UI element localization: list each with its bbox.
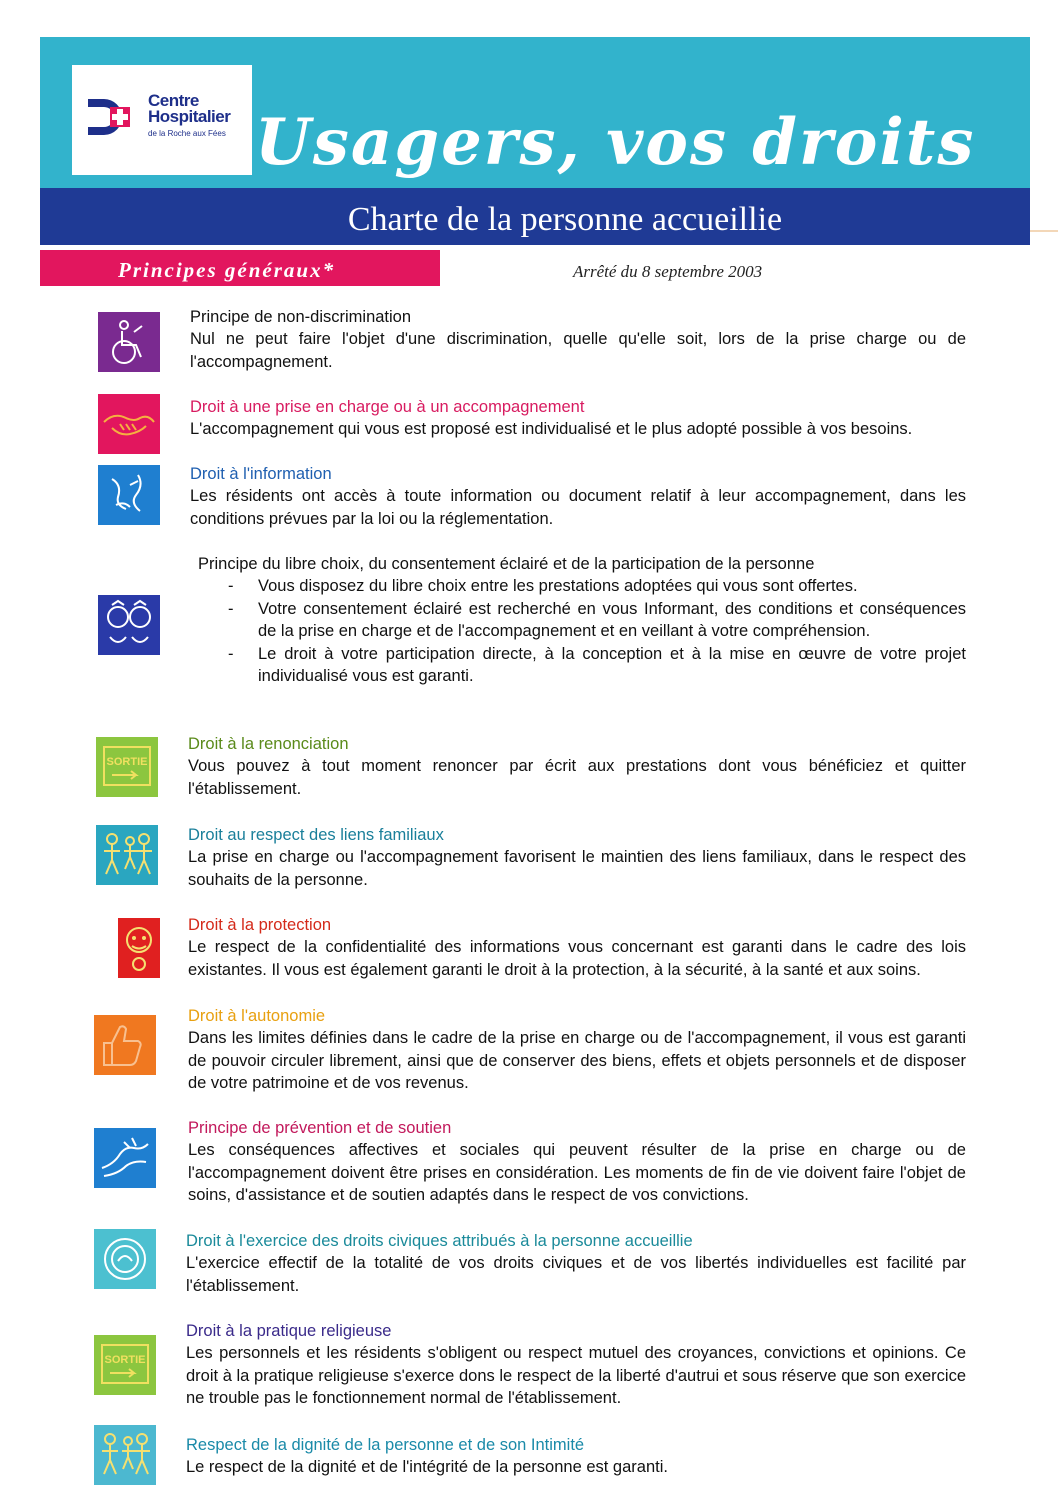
principle-bullets: [198, 575, 966, 688]
principle-body: Les conséquences affectives et sociales qui peuvent résulter de la prise en charge ou de l'accompagnement doivent être prises en considération. Les moments de fin de vie doivent faire l'objet de soins, d'assistance et de soutien adaptés dans le respect de vos convictions.: [188, 1141, 966, 1204]
principle-title: Principe de prévention et de soutien: [188, 1119, 452, 1137]
principle-body: Les personnels et les résidents s'obligent ou respect mutuel des croyances, convictions et opinions. Ce droit à la pratique religieuse s'exerce dons le respect de la liberté d'autrui et sous réserve que son exercice ne trouble pas le fonctionnement normal de l'établissement.: [186, 1344, 966, 1407]
principle-body: La prise en charge ou l'accompagnement favorisent le maintien des liens familiaux, dans le respect des souhaits de la personne.: [188, 848, 966, 889]
support-hands-icon: [94, 1128, 156, 1188]
principle-item: [190, 396, 966, 441]
logo-subtitle: de la Roche aux Fées: [148, 129, 226, 138]
bullet-dash: -: [228, 599, 234, 618]
principle-item: [190, 306, 966, 373]
principle-body: L'exercice effectif de la totalité de vos droits civiques et de vos libertés individuelles est facilité par l'établissement.: [186, 1254, 966, 1295]
bullet-item: [198, 598, 966, 643]
page-title: Usagers, vos droits: [255, 105, 976, 180]
principle-body: Vous pouvez à tout moment renoncer par écrit aux prestations dont vous bénéficiez et quitter l'établissement.: [188, 757, 966, 798]
principle-item: [198, 553, 966, 688]
family-icon: [96, 825, 158, 885]
civic-rights-icon: [94, 1229, 156, 1289]
thumbs-up-icon: [94, 1015, 156, 1075]
scan-edge-mark: [1030, 230, 1058, 232]
principle-title: Droit au respect des liens familiaux: [188, 826, 444, 844]
bullet-dash: -: [228, 644, 234, 663]
logo-line1: Centre: [148, 91, 199, 110]
principle-item: [188, 1005, 966, 1095]
principle-item: [186, 1434, 966, 1479]
principle-title: Respect de la dignité de la personne et de son Intimité: [186, 1436, 585, 1454]
principle-item: [188, 914, 966, 981]
principle-item: [188, 1117, 966, 1207]
bullet-text: Votre consentement éclairé est recherché en vous Informant, des conditions et conséquences de la prise en charge et de l'accompagnement et en veillant à votre compréhension.: [258, 599, 966, 640]
svg-text:SORTIE: SORTIE: [104, 1354, 146, 1366]
principle-title: Droit à la pratique religieuse: [186, 1322, 392, 1340]
section-band: [40, 250, 440, 286]
bullet-item: [198, 643, 966, 688]
sortie-sign-icon: [94, 1335, 156, 1395]
consent-faces-icon: [98, 595, 160, 655]
decree-date: Arrêté du 8 septembre 2003: [573, 262, 763, 281]
principle-body: Dans les limites définies dans le cadre de la prise en charge ou de l'accompagnement, il vous est garanti de pouvoir circuler librement, ainsi que de conserver des biens, effets et objets personnels et de disposer de votre patrimoine et de vos revenus.: [188, 1029, 966, 1092]
bullet-text: Vous disposez du libre choix entre les prestations adoptées qui vous sont offertes.: [258, 577, 858, 595]
information-icon: [98, 465, 160, 525]
principle-item: [186, 1320, 966, 1410]
principle-body: L'accompagnement qui vous est proposé est individualisé et le plus adopté possible à vos besoins.: [190, 420, 913, 438]
family-icon: [94, 1425, 156, 1485]
handshake-icon: [98, 394, 160, 454]
principle-title: Principe du libre choix, du consentement éclairé et de la participation de la personne: [198, 555, 815, 573]
hospital-logo-icon: [84, 93, 134, 143]
principle-title: Droit à l'autonomie: [188, 1007, 326, 1025]
svg-text:SORTIE: SORTIE: [106, 756, 148, 768]
bullet-text: Le droit à votre participation directe, à la conception et à la mise en œuvre de votre projet individualisé vous est garanti.: [258, 644, 966, 685]
protection-face-icon: [118, 918, 160, 978]
principle-title: Droit à la renonciation: [188, 735, 349, 753]
logo-name: [148, 93, 230, 125]
principle-body: Le respect de la dignité et de l'intégrité de la personne est garanti.: [186, 1458, 668, 1476]
hospital-logo: [72, 65, 252, 175]
principle-title: Droit à l'information: [190, 465, 332, 483]
principle-item: [188, 733, 966, 800]
page-subtitle: Charte de la personne accueillie: [347, 201, 783, 238]
wheelchair-icon: [98, 312, 160, 372]
principle-body: Les résidents ont accès à toute information ou document relatif à leur accompagnement, dans les conditions prévues par la loi ou la réglementation.: [190, 487, 966, 528]
principle-body: Nul ne peut faire l'objet d'une discrimination, quelle qu'elle soit, lors de la prise charge ou de l'accompagnement.: [190, 330, 966, 371]
sortie-sign-icon: [96, 737, 158, 797]
principle-body: Le respect de la confidentialité des informations vous concernant est garanti dans le cadre des lois existantes. Il vous est également garanti le droit à la protection, à la sécurité, à la santé et aux soins.: [188, 938, 966, 979]
principle-item: [186, 1230, 966, 1297]
principle-title: Droit à la protection: [188, 916, 332, 934]
logo-line2: Hospitalier: [148, 107, 231, 126]
principle-title: Droit à une prise en charge ou à un accompagnement: [190, 398, 585, 416]
bullet-dash: -: [228, 577, 234, 595]
principle-item: [190, 463, 966, 530]
principle-title: Principe de non-discrimination: [190, 308, 412, 326]
principle-item: [188, 824, 966, 891]
section-title: Principes généraux*: [118, 258, 336, 282]
bullet-item: [198, 575, 966, 598]
subtitle-band: [40, 188, 1030, 245]
principle-title: Droit à l'exercice des droits civiques attribués à la personne accueillie: [186, 1232, 693, 1250]
